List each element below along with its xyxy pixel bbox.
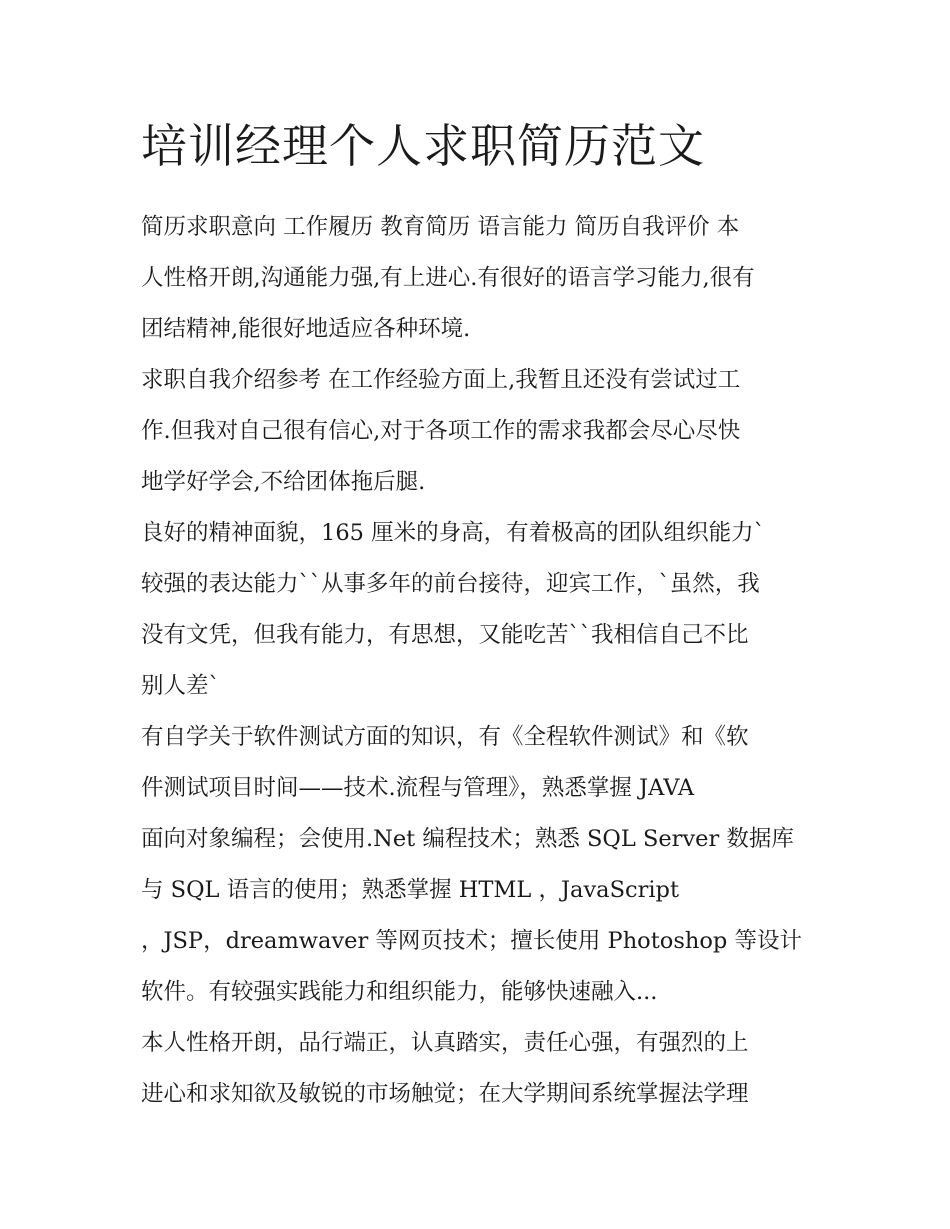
text-line: 软件。有较强实践能力和组织能力，能够快速融入...: [141, 979, 658, 1005]
paragraph-3: [141, 508, 821, 712]
paragraph-1: [141, 202, 821, 355]
text-line: 良好的精神面貌，165 厘米的身高，有着极高的团队组织能力`: [141, 520, 765, 546]
text-line: 没有文凭，但我有能力，有思想，又能吃苦``我相信自己不比: [141, 622, 749, 648]
text-line: 与 SQL 语言的使用；熟悉掌握 HTML ，JavaScript: [141, 877, 679, 903]
text-line: 团结精神,能很好地适应各种环境.: [141, 316, 471, 342]
document-page: [141, 112, 821, 1120]
text-line: 进心和求知欲及敏锐的市场触觉；在大学期间系统掌握法学理: [141, 1081, 749, 1107]
text-line: ，JSP，dreamwaver 等网页技术；擅长使用 Photoshop 等设计: [141, 928, 802, 954]
paragraph-4: [141, 712, 821, 1018]
text-line: 有自学关于软件测试方面的知识，有《全程软件测试》和《软: [141, 724, 749, 750]
text-line: 别人差`: [141, 673, 220, 699]
text-line: 人性格开朗,沟通能力强,有上进心.有很好的语言学习能力,很有: [141, 265, 755, 291]
text-line: 本人性格开朗，品行端正，认真踏实，责任心强，有强烈的上: [141, 1030, 749, 1056]
text-line: 简历求职意向 工作履历 教育简历 语言能力 简历自我评价 本: [141, 214, 740, 240]
text-line: 作.但我对自己很有信心,对于各项工作的需求我都会尽心尽快: [141, 418, 741, 444]
text-line: 面向对象编程；会使用.Net 编程技术；熟悉 SQL Server 数据库: [141, 826, 794, 852]
paragraph-2: [141, 355, 821, 508]
page-title: 培训经理个人求职简历范文: [141, 119, 705, 173]
text-line: 求职自我介绍参考 在工作经验方面上,我暂且还没有尝试过工: [141, 367, 741, 393]
text-line: 地学好学会,不给团体拖后腿.: [141, 469, 426, 495]
text-line: 件测试项目时间——技术.流程与管理》，熟悉掌握 JAVA: [141, 775, 695, 801]
text-line: 较强的表达能力``从事多年的前台接待，迎宾工作，`虽然，我: [141, 571, 760, 597]
paragraph-5: [141, 1018, 821, 1120]
